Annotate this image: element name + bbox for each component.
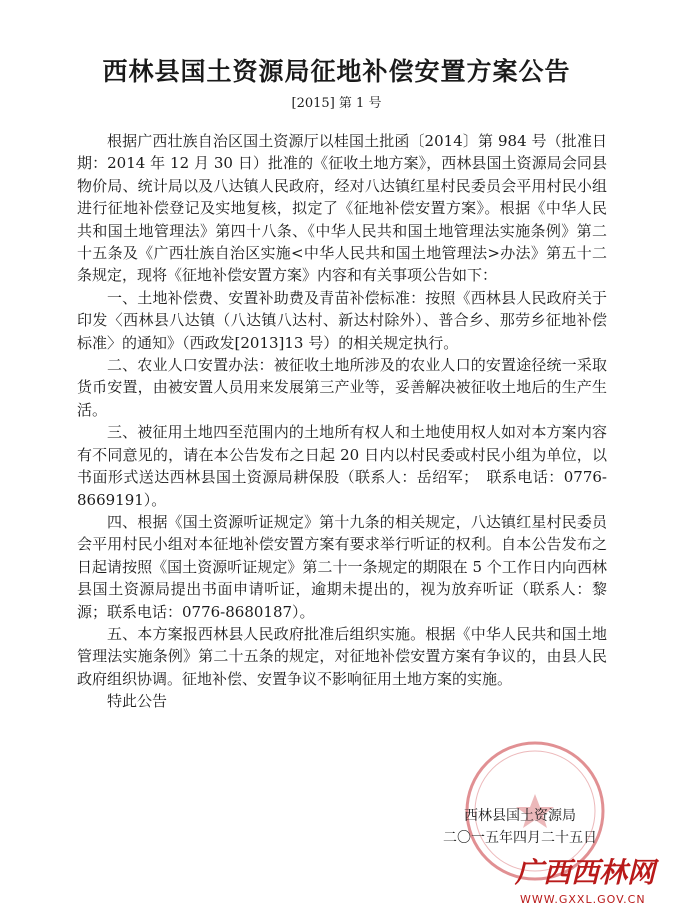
paragraph-intro: 根据广西壮族自治区国土资源厅以桂国土批函〔2014〕第 984 号（批准日期：2014 年 12 月 30 日）批准的《征收土地方案》，西林县国土资源局会同县物价局、统计局以及八达镇人民政府，经对八达镇红星村民委员会平用村民小组进行征地补偿登记及实地复核，拟定了《征地补偿安置方案》。根据《中华人民共和国土地管理法》第四十八条、《中华人民共和国土地管理法实施条例》第二十五条及《广西壮族自治区实施<中华人民共和国土地管理法>办法》第五十二条规定，现将《征地补偿安置方案》内容和有关事项公告如下： [77, 132, 607, 285]
notice-body [77, 130, 607, 713]
signature-date: 二〇一五年四月二十五日 [443, 830, 597, 846]
site-logo-watermark [500, 852, 670, 892]
paragraph-item-1: 一、土地补偿费、安置补助费及青苗补偿标准：按照《西林县人民政府关于印发〈西林县八达镇（八达镇八达村、新达村除外）、普合乡、那劳乡征地补偿标准〉的通知》（西政发[2013]13 号）的相关规定执行。 [77, 288, 607, 352]
paragraph-item-4: 四、根据《国土资源听证规定》第十九条的相关规定，八达镇红星村民委员会平用村民小组对本征地补偿安置方案有要求举行听证的权利。自本公告发布之日起请按照《国土资源听证规定》第二十一条规定的期限在 5 个工作日内向西林县国土资源局提出书面申请听证，逾期未提出的，视为放弃听证（联系人：黎源；联系电话：0776-8680187）。 [77, 512, 607, 621]
document-number: [2015] 第 1 号 [291, 96, 382, 111]
paragraph-item-2: 二、农业人口安置办法：被征收土地所涉及的农业人口的安置途径统一采取货币安置，由被安置人员用来发展第三产业等，妥善解决被征收土地后的生产生活。 [77, 356, 607, 419]
svg-text:广西西林网: 广西西林网 [514, 856, 656, 889]
signature-organization: 西林县国土资源局 [464, 808, 576, 824]
paragraph-item-3: 三、被征用土地四至范围内的土地所有权人和土地使用权人如对本方案内容有不同意见的，请在本公告发布之日起 20 日内以村民委或村民小组为单位，以书面形式送达西林县国土资源局耕保股（联系人：岳绍军； 联系电话：0776-8669191）。 [77, 423, 607, 509]
page-title: 西林县国土资源局征地补偿安置方案公告 [102, 57, 571, 86]
closing-remark: 特此公告 [107, 692, 168, 711]
watermark-url: WWW.GXXL.GOV.CN [520, 893, 646, 906]
signature-block [420, 805, 620, 849]
paragraph-item-5: 五、本方案报西林县人民政府批准后组织实施。根据《中华人民共和国土地管理法实施条例》第二十五条的规定，对征地补偿安置方案有争议的，由县人民政府组织协调。征地补偿、安置争议不影响征用土地方案的实施。 [77, 624, 607, 688]
